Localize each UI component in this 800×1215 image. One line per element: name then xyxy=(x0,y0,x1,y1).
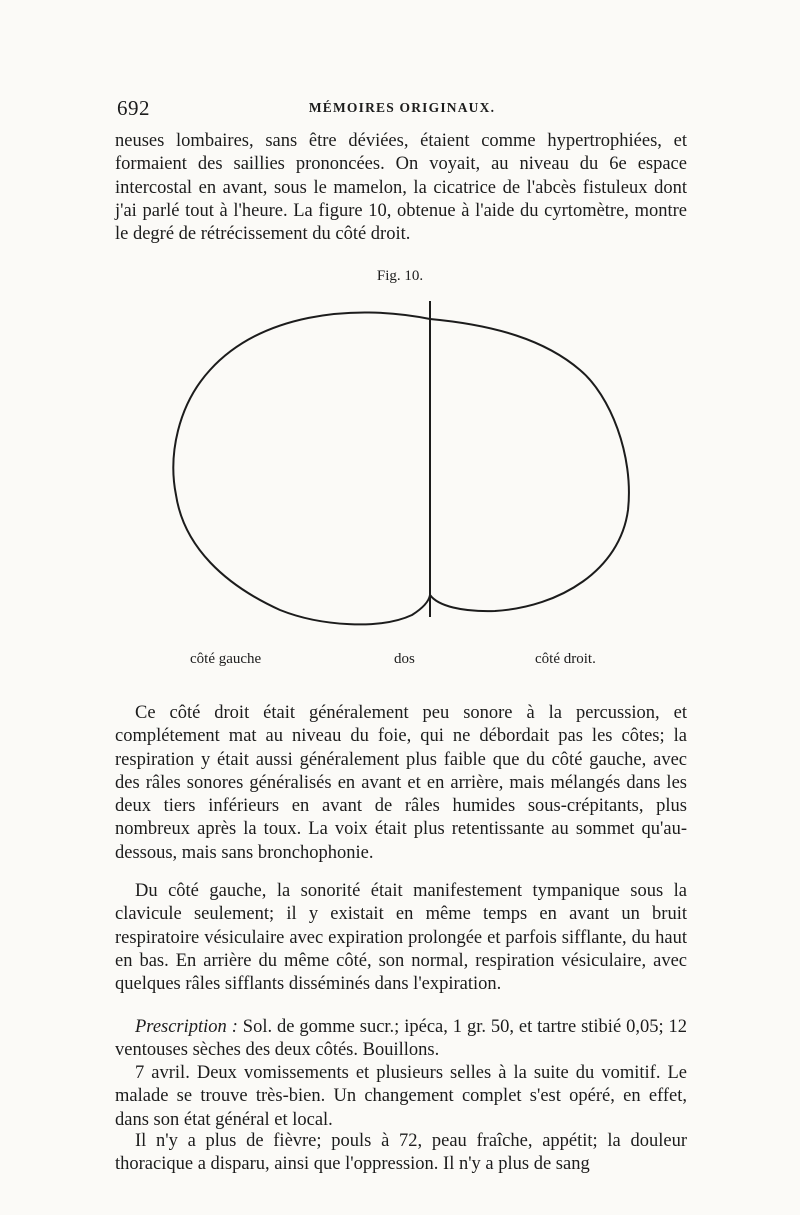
label-right-side: côté droit. xyxy=(535,651,596,667)
paragraph-prescription xyxy=(115,1016,687,1063)
chest-contour xyxy=(173,312,629,624)
paragraph-right-side: Ce côté droit était généralement peu sonore à la percussion, et complétement mat au niveau du foie, qui ne débordait pas les côtes; la respiration y était aussi généralement plus faible que du côté gauche, avec des râles sonores généralisés en avant et en arrière, mais mélangés dans les deux tiers inférieurs en avant de râles humides sous-crépitants, plus nombreux après la toux. La voix était plus retentissante au sommet qu'au-dessous, mais sans bronchophonie. xyxy=(115,703,687,863)
cyrtometer-figure xyxy=(150,295,650,635)
paragraph-april-7: 7 avril. Deux vomissements et plusieurs selles à la suite du vomitif. Le malade se trouve très-bien. Un changement complet s'est opéré, en effet, dans son état général et local. xyxy=(115,1063,687,1130)
paragraph-fever: Il n'y a plus de fièvre; pouls à 72, peau fraîche, appétit; la douleur thoracique a disparu, ainsi que l'oppression. Il n'y a plus de sang xyxy=(115,1131,687,1175)
page-number: 692 xyxy=(117,96,150,120)
prescription-text: Sol. de gomme sucr.; ipéca, 1 gr. 50, et tartre stibié 0,05; 12 ventouses sèches des deux côtés. Bouillons. xyxy=(115,1017,687,1061)
paragraph-left-side: Du côté gauche, la sonorité était manifestement tympanique sous la clavicule seulement; il y existait en même temps en avant un bruit respiratoire vésiculaire avec expiration prolongée et parfois sifflante, du haut en bas. En arrière du même côté, son normal, respiration vésiculaire, avec quelques râles sifflants disséminés dans l'expiration. xyxy=(115,881,687,995)
intro-paragraph: neuses lombaires, sans être déviées, étaient comme hypertrophiées, et formaient des saillies prononcées. On voyait, au niveau du 6e espace intercostal en avant, sous le mamelon, la cicatrice de l'abcès fistuleux dont j'ai parlé tout à l'heure. La figure 10, obtenue à l'aide du cyrtomètre, montre le degré de rétrécissement du côté droit. xyxy=(115,131,687,245)
figure-caption: Fig. 10. xyxy=(376,268,424,284)
prescription-label: Prescription : xyxy=(135,1017,238,1037)
label-back: dos xyxy=(394,651,415,667)
running-head: MÉMOIRES ORIGINAUX. xyxy=(308,100,496,115)
label-left-side: côté gauche xyxy=(190,651,262,667)
page-header xyxy=(117,96,687,120)
